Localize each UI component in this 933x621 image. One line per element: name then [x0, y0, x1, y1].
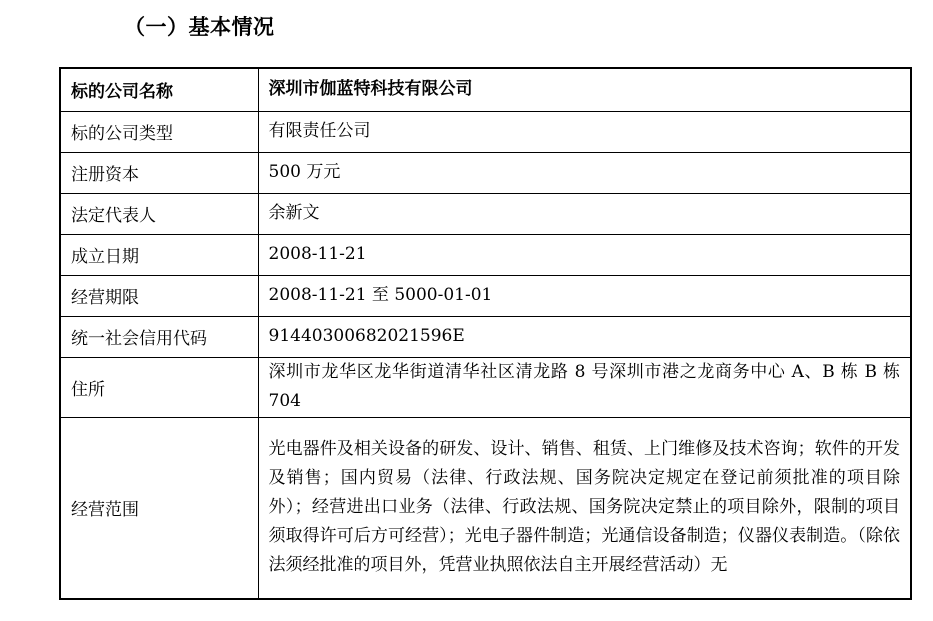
value-legal-representative: 余新文 [258, 193, 911, 234]
label-operating-period: 经营期限 [60, 275, 258, 316]
value-credit-code: 91440300682021596E [258, 316, 911, 357]
table-row-registered-capital [60, 152, 911, 193]
header-value-cell: 深圳市伽蓝特科技有限公司 [258, 68, 911, 111]
value-address: 深圳市龙华区龙华街道清华社区清龙路 8 号深圳市港之龙商务中心 A、B 栋 B 栋 704 [258, 357, 911, 417]
table-row-address [60, 357, 911, 417]
label-registered-capital: 注册资本 [60, 152, 258, 193]
label-established-date: 成立日期 [60, 234, 258, 275]
value-operating-period: 2008-11-21 至 5000-01-01 [258, 275, 911, 316]
label-address: 住所 [60, 357, 258, 417]
table-row-legal-representative [60, 193, 911, 234]
table-row-credit-code [60, 316, 911, 357]
company-info-table [59, 67, 912, 600]
value-registered-capital: 500 万元 [258, 152, 911, 193]
section-heading: （一）基本情况 [124, 15, 275, 39]
value-business-scope: 光电器件及相关设备的研发、设计、销售、租赁、上门维修及技术咨询；软件的开发及销售；国内贸易（法律、行政法规、国务院决定规定在登记前须批准的项目除外）；经营进出口业务（法律、行政法规、国务院决定禁止的项目除外，限制的项目须取得许可后方可经营）；光电子器件制造；光通信设备制造；仪器仪表制造。（除依法须经批准的项目外，凭营业执照依法自主开展经营活动）无 [258, 417, 911, 599]
value-company-type: 有限责任公司 [258, 111, 911, 152]
label-company-type: 标的公司类型 [60, 111, 258, 152]
table-row-business-scope [60, 417, 911, 599]
label-credit-code: 统一社会信用代码 [60, 316, 258, 357]
table-row-operating-period [60, 275, 911, 316]
label-business-scope: 经营范围 [60, 417, 258, 599]
header-label-cell: 标的公司名称 [60, 68, 258, 111]
table-row-company-type [60, 111, 911, 152]
table-header-row [60, 68, 911, 111]
table-row-established-date [60, 234, 911, 275]
value-established-date: 2008-11-21 [258, 234, 911, 275]
label-legal-representative: 法定代表人 [60, 193, 258, 234]
